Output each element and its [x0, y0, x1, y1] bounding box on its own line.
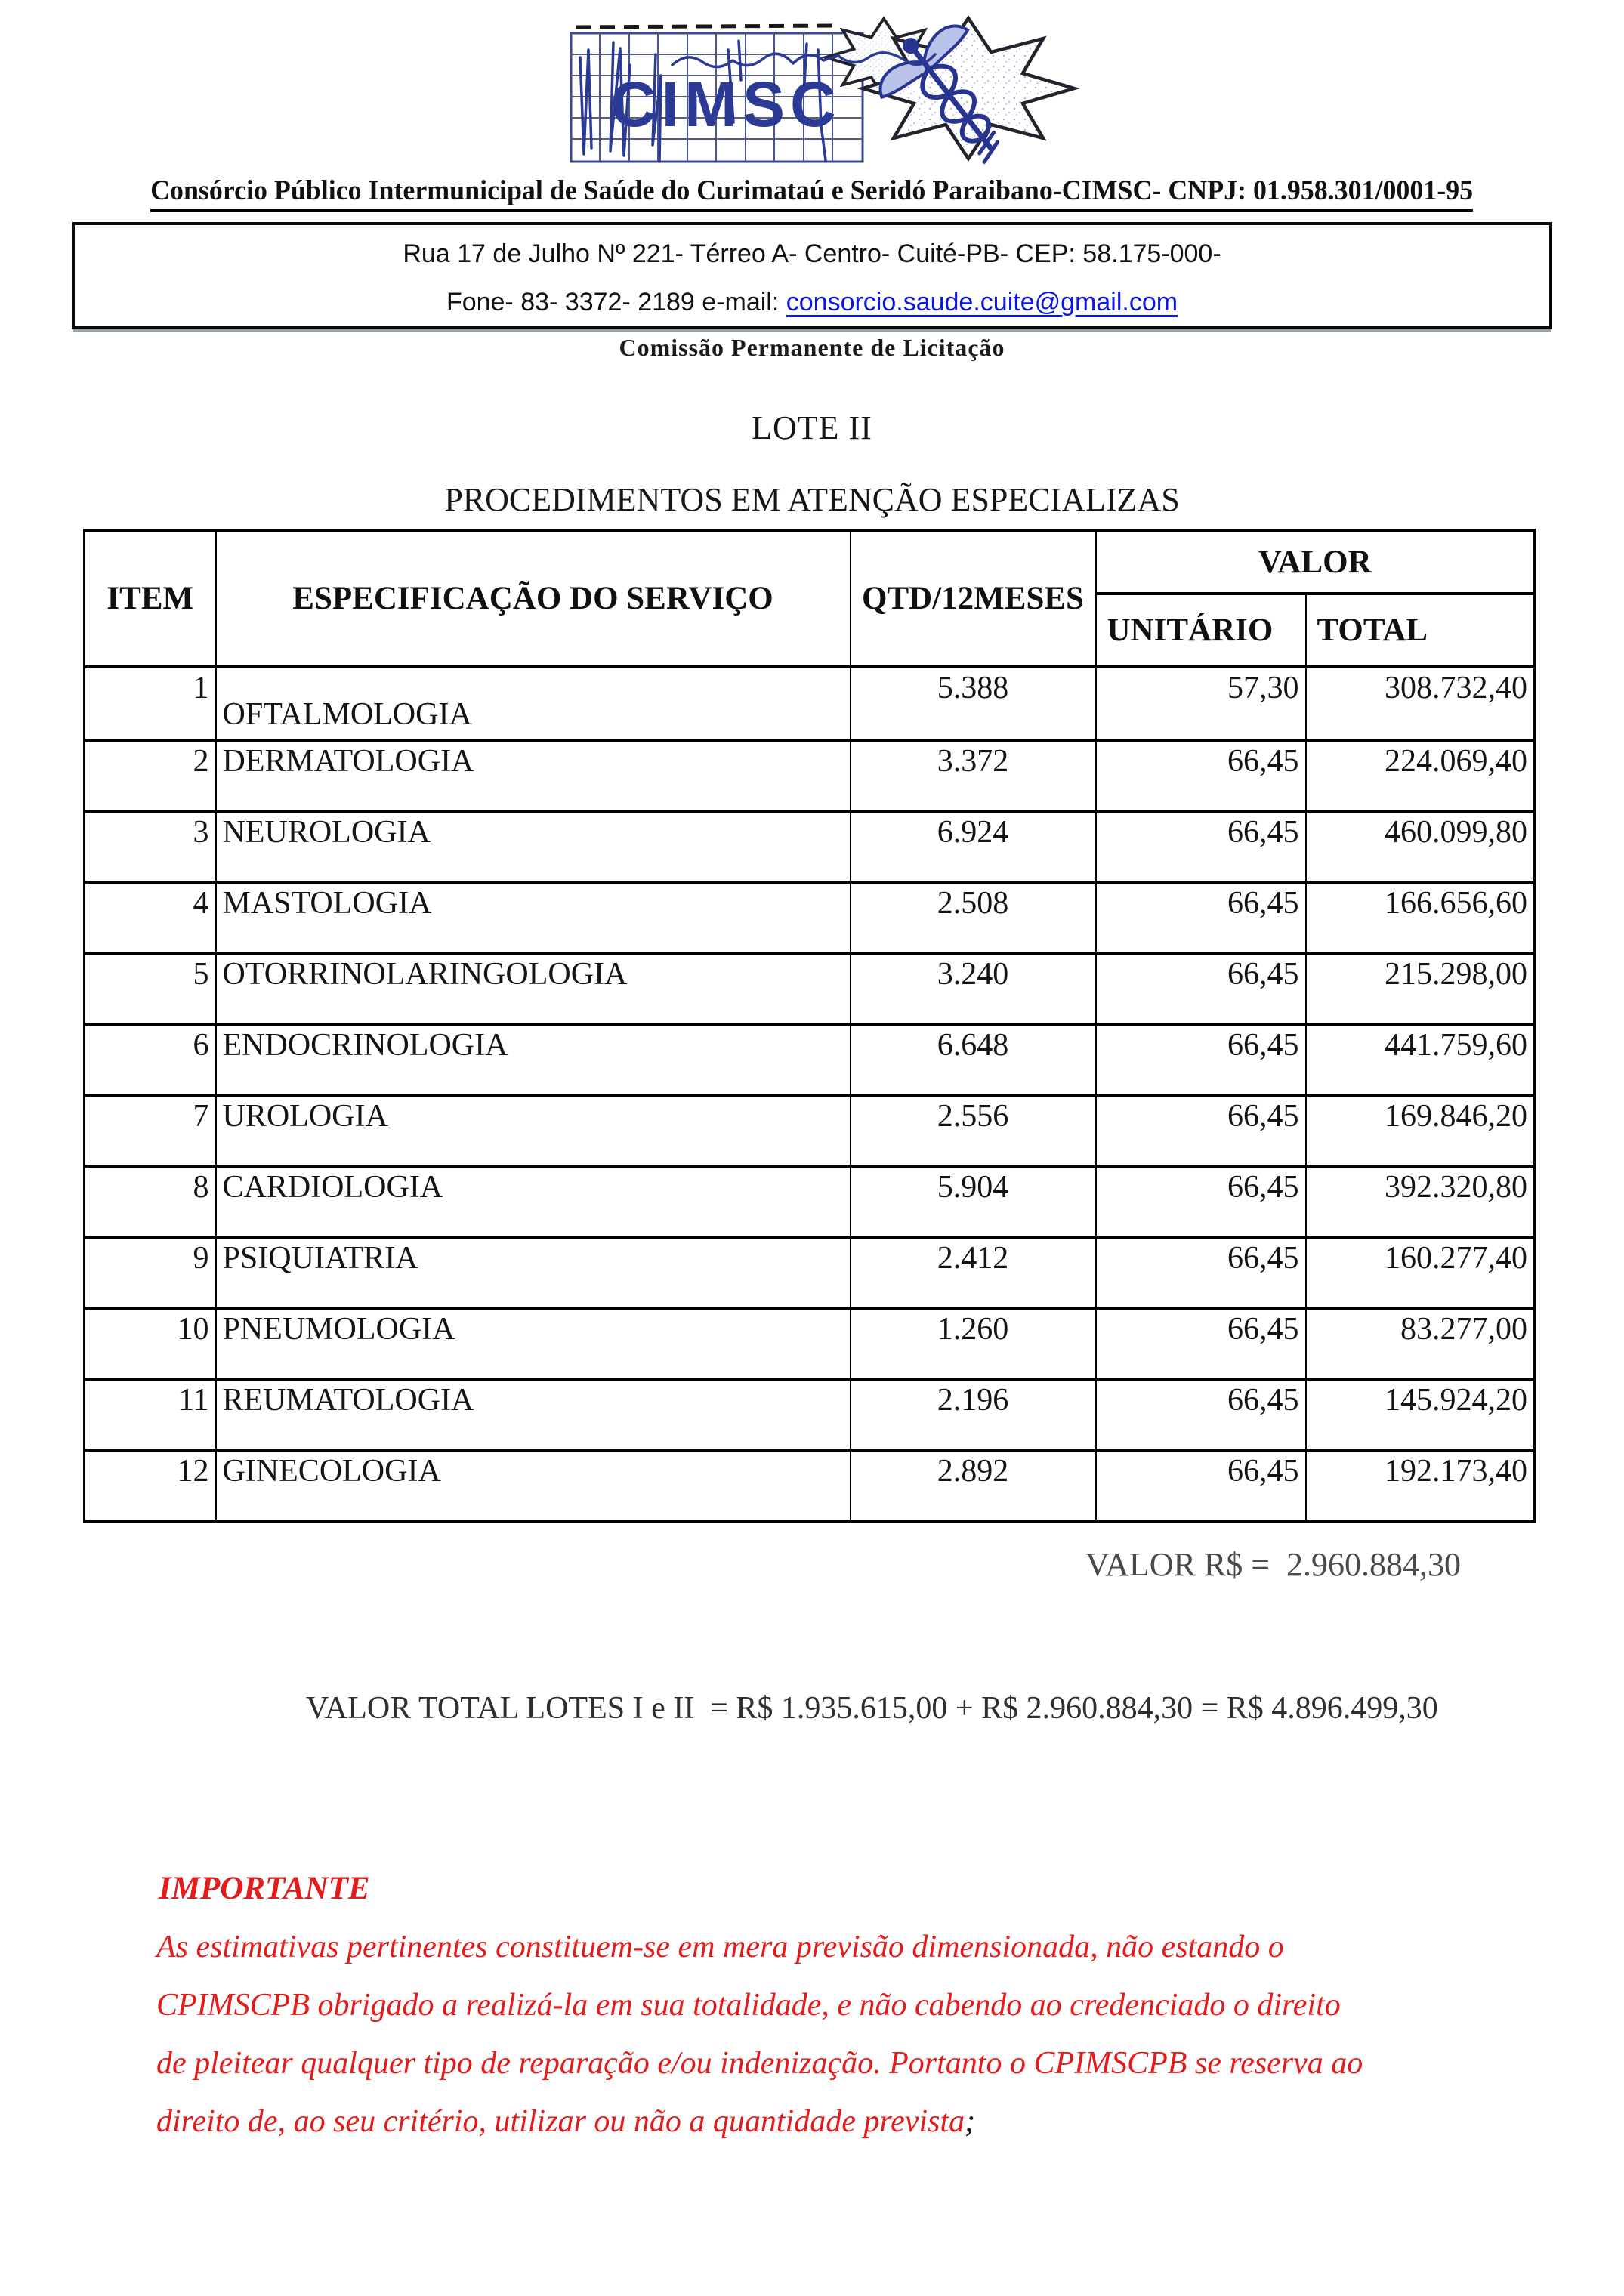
cell-item: 5	[85, 953, 216, 1024]
cell-qty: 5.904	[851, 1166, 1096, 1237]
cell-item: 7	[85, 1095, 216, 1166]
cell-spec: PNEUMOLOGIA	[216, 1308, 851, 1379]
important-heading: IMPORTANTE	[159, 1871, 370, 1906]
cell-unit: 57,30	[1096, 667, 1306, 740]
cell-unit: 66,45	[1096, 882, 1306, 953]
cell-item: 11	[85, 1379, 216, 1450]
table-row	[85, 1166, 1535, 1237]
contact-info-box	[72, 222, 1552, 329]
cell-qty: 3.240	[851, 953, 1096, 1024]
table-row	[85, 882, 1535, 953]
cell-spec: PSIQUIATRIA	[216, 1237, 851, 1308]
cell-qty: 6.648	[851, 1024, 1096, 1095]
cell-total: 460.099,80	[1306, 811, 1535, 882]
cell-unit: 66,45	[1096, 1095, 1306, 1166]
procedures-table	[83, 529, 1536, 1523]
cell-qty: 2.892	[851, 1450, 1096, 1521]
col-header-item: ITEM	[85, 530, 216, 667]
table-row	[85, 667, 1535, 740]
cell-spec: NEUROLOGIA	[216, 811, 851, 882]
table-row	[85, 1095, 1535, 1166]
cell-item: 4	[85, 882, 216, 953]
table-row	[85, 1024, 1535, 1095]
table-header	[85, 530, 1535, 667]
cell-unit: 66,45	[1096, 953, 1306, 1024]
table-row	[85, 811, 1535, 882]
cell-qty: 5.388	[851, 667, 1096, 740]
phone-email-line	[75, 278, 1549, 326]
col-header-qty: QTD/12MESES	[851, 530, 1096, 667]
cell-total: 192.173,40	[1306, 1450, 1535, 1521]
cell-qty: 2.556	[851, 1095, 1096, 1166]
cell-spec: ENDOCRINOLOGIA	[216, 1024, 851, 1095]
lot-total-line: VALOR R$ = 2.960.884,30	[1085, 1546, 1462, 1583]
cell-unit: 66,45	[1096, 1166, 1306, 1237]
table-row	[85, 1450, 1535, 1521]
header-row-1	[85, 530, 1535, 594]
table-row	[85, 953, 1535, 1024]
cell-unit: 66,45	[1096, 1308, 1306, 1379]
col-header-valor: VALOR	[1096, 530, 1535, 594]
cell-qty: 2.412	[851, 1237, 1096, 1308]
cell-unit: 66,45	[1096, 1237, 1306, 1308]
cell-item: 9	[85, 1237, 216, 1308]
cell-total: 215.298,00	[1306, 953, 1535, 1024]
cell-unit: 66,45	[1096, 1024, 1306, 1095]
cell-unit: 66,45	[1096, 1450, 1306, 1521]
committee-line: Comissão Permanente de Licitação	[619, 334, 1005, 361]
cell-total: 392.320,80	[1306, 1166, 1535, 1237]
grand-total-line: VALOR TOTAL LOTES I e II = R$ 1.935.615,00 + R$ 2.960.884,30 = R$ 4.896.499,30	[306, 1691, 1438, 1726]
table-row	[85, 1308, 1535, 1379]
cell-total: 83.277,00	[1306, 1308, 1535, 1379]
paragraph-terminator: ;	[965, 2104, 976, 2139]
cell-total: 224.069,40	[1306, 740, 1535, 811]
cell-spec: UROLOGIA	[216, 1095, 851, 1166]
cell-total: 169.846,20	[1306, 1095, 1535, 1166]
cell-qty: 3.372	[851, 740, 1096, 811]
org-title-line	[0, 174, 1624, 212]
col-header-spec: ESPECIFICAÇÃO DO SERVIÇO	[216, 530, 851, 667]
procedures-subtitle: PROCEDIMENTOS EM ATENÇÃO ESPECIALIZAS	[444, 481, 1180, 518]
cell-item: 12	[85, 1450, 216, 1521]
scan-noise-band	[576, 26, 832, 27]
cell-total: 160.277,40	[1306, 1237, 1535, 1308]
table-row	[85, 740, 1535, 811]
cell-spec: MASTOLOGIA	[216, 882, 851, 953]
logo-acronym: CIMSC	[610, 69, 841, 140]
cell-spec: OFTALMOLOGIA	[216, 667, 851, 740]
cell-unit: 66,45	[1096, 1379, 1306, 1450]
table-row	[85, 1237, 1535, 1308]
cell-total: 308.732,40	[1306, 667, 1535, 740]
cell-total: 441.759,60	[1306, 1024, 1535, 1095]
cell-qty: 2.196	[851, 1379, 1096, 1450]
cell-item: 3	[85, 811, 216, 882]
cell-unit: 66,45	[1096, 740, 1306, 811]
cell-unit: 66,45	[1096, 811, 1306, 882]
cell-item: 8	[85, 1166, 216, 1237]
cell-total: 166.656,60	[1306, 882, 1535, 953]
important-line	[156, 2093, 1486, 2151]
col-header-total: TOTAL	[1306, 594, 1535, 667]
cell-item: 10	[85, 1308, 216, 1379]
lot-title: LOTE II	[752, 409, 872, 446]
cell-item: 1	[85, 667, 216, 740]
important-line-text: direito de, ao seu critério, utilizar ou não a quantidade prevista	[156, 2104, 965, 2139]
phone-text: Fone- 83- 3372- 2189 e-mail:	[446, 288, 786, 316]
cell-spec: DERMATOLOGIA	[216, 740, 851, 811]
cell-spec: OTORRINOLARINGOLOGIA	[216, 953, 851, 1024]
cell-spec: REUMATOLOGIA	[216, 1379, 851, 1450]
important-line: de pleitear qualquer tipo de reparação e/ou indenização. Portanto o CPIMSCPB se reserva ao	[156, 2046, 1363, 2081]
cell-item: 2	[85, 740, 216, 811]
email-link[interactable]: consorcio.saude.cuite@gmail.com	[786, 288, 1178, 316]
address-line: Rua 17 de Julho Nº 221- Térreo A- Centro- Cuité-PB- CEP: 58.175-000-	[403, 239, 1221, 268]
col-header-unit: UNITÁRIO	[1096, 594, 1306, 667]
cell-total: 145.924,20	[1306, 1379, 1535, 1450]
cell-qty: 1.260	[851, 1308, 1096, 1379]
important-line: As estimativas pertinentes constituem-se em mera previsão dimensionada, não estando o	[156, 1930, 1284, 1964]
important-paragraph	[156, 1918, 1486, 2151]
cimsc-logo	[568, 11, 1089, 168]
cell-spec: CARDIOLOGIA	[216, 1166, 851, 1237]
cell-item: 6	[85, 1024, 216, 1095]
cell-spec: GINECOLOGIA	[216, 1450, 851, 1521]
table-row	[85, 1379, 1535, 1450]
important-line: CPIMSCPB obrigado a realizá-la em sua totalidade, e não cabendo ao credenciado o direito	[156, 1988, 1341, 2023]
cell-qty: 2.508	[851, 882, 1096, 953]
org-title-text: Consórcio Público Intermunicipal de Saúde do Curimataú e Seridó Paraibano-CIMSC- CNPJ: 01.958.301/0001-95	[150, 174, 1473, 212]
cell-qty: 6.924	[851, 811, 1096, 882]
